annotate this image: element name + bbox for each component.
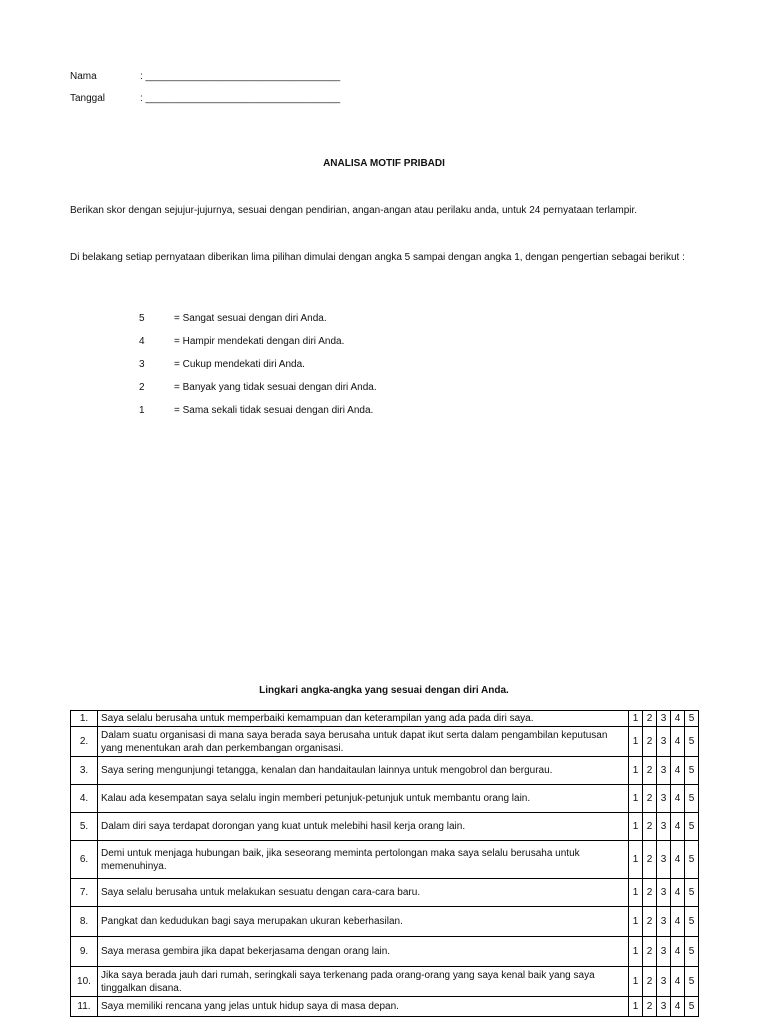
rating-option-2[interactable]: 2 <box>643 813 657 841</box>
rating-option-3[interactable]: 3 <box>657 711 671 727</box>
rating-option-3[interactable]: 3 <box>657 813 671 841</box>
rating-option-3[interactable]: 3 <box>657 967 671 997</box>
rating-option-1[interactable]: 1 <box>629 879 643 907</box>
rating-option-1[interactable]: 1 <box>629 757 643 785</box>
scale-legend <box>139 312 377 427</box>
scale-description: = Cukup mendekati diri Anda. <box>174 359 305 370</box>
rating-option-3[interactable]: 3 <box>657 727 671 757</box>
rating-option-4[interactable]: 4 <box>671 757 685 785</box>
rating-option-2[interactable]: 2 <box>643 937 657 967</box>
rating-option-5[interactable]: 5 <box>685 907 699 937</box>
rating-option-1[interactable]: 1 <box>629 785 643 813</box>
rating-option-4[interactable]: 4 <box>671 727 685 757</box>
instruction-heading: Lingkari angka-angka yang sesuai dengan diri Anda. <box>259 685 509 696</box>
rating-option-5[interactable]: 5 <box>685 785 699 813</box>
rating-option-4[interactable]: 4 <box>671 711 685 727</box>
intro-paragraph-2: Di belakang setiap pernyataan diberikan lima pilihan dimulai dengan angka 5 sampai dengan angka 1, dengan pengertian sebagai berikut : <box>70 252 685 263</box>
statement-number: 2. <box>71 727 98 757</box>
rating-option-1[interactable]: 1 <box>629 997 643 1017</box>
name-field-row <box>70 71 340 82</box>
rating-option-1[interactable]: 1 <box>629 937 643 967</box>
statement-number: 11. <box>71 997 98 1017</box>
table-row <box>71 841 699 879</box>
table-row <box>71 997 699 1017</box>
rating-option-3[interactable]: 3 <box>657 907 671 937</box>
statement-number: 9. <box>71 937 98 967</box>
rating-option-4[interactable]: 4 <box>671 879 685 907</box>
statement-number: 7. <box>71 879 98 907</box>
rating-option-1[interactable]: 1 <box>629 711 643 727</box>
rating-option-3[interactable]: 3 <box>657 997 671 1017</box>
statement-text: Dalam suatu organisasi di mana saya berada saya berusaha untuk dapat ikut serta dalam pengambilan keputusan yang menentukan arah dan perkembangan organisasi. <box>98 727 629 757</box>
intro-paragraph-1: Berikan skor dengan sejujur-jujurnya, sesuai dengan pendirian, angan-angan atau perilaku anda, untuk 24 pernyataan terlampir. <box>70 205 638 216</box>
scale-description: = Sama sekali tidak sesuai dengan diri Anda. <box>174 405 374 416</box>
scale-description: = Banyak yang tidak sesuai dengan diri Anda. <box>174 382 377 393</box>
scale-item <box>139 312 377 335</box>
rating-option-5[interactable]: 5 <box>685 757 699 785</box>
rating-option-4[interactable]: 4 <box>671 841 685 879</box>
rating-option-2[interactable]: 2 <box>643 711 657 727</box>
statement-number: 8. <box>71 907 98 937</box>
rating-option-1[interactable]: 1 <box>629 841 643 879</box>
rating-option-5[interactable]: 5 <box>685 841 699 879</box>
rating-option-2[interactable]: 2 <box>643 907 657 937</box>
rating-option-3[interactable]: 3 <box>657 785 671 813</box>
rating-option-2[interactable]: 2 <box>643 841 657 879</box>
rating-option-1[interactable]: 1 <box>629 967 643 997</box>
statement-number: 10. <box>71 967 98 997</box>
rating-option-4[interactable]: 4 <box>671 967 685 997</box>
scale-item <box>139 358 377 381</box>
rating-option-3[interactable]: 3 <box>657 879 671 907</box>
document-title: ANALISA MOTIF PRIBADI <box>323 158 445 169</box>
table-row <box>71 813 699 841</box>
date-label: Tanggal <box>70 93 106 104</box>
statement-text: Kalau ada kesempatan saya selalu ingin memberi petunjuk-petunjuk untuk membantu orang lain. <box>98 785 629 813</box>
scale-item <box>139 381 377 404</box>
scale-number: 2 <box>139 382 145 393</box>
statement-number: 3. <box>71 757 98 785</box>
statements-table <box>70 710 699 1017</box>
table-row <box>71 785 699 813</box>
table-row <box>71 757 699 785</box>
rating-option-3[interactable]: 3 <box>657 937 671 967</box>
statement-number: 6. <box>71 841 98 879</box>
scale-number: 5 <box>139 313 145 324</box>
scale-description: = Hampir mendekati dengan diri Anda. <box>174 336 345 347</box>
rating-option-4[interactable]: 4 <box>671 997 685 1017</box>
rating-option-2[interactable]: 2 <box>643 757 657 785</box>
name-label: Nama <box>70 71 97 82</box>
rating-option-1[interactable]: 1 <box>629 727 643 757</box>
rating-option-4[interactable]: 4 <box>671 907 685 937</box>
rating-option-3[interactable]: 3 <box>657 757 671 785</box>
rating-option-5[interactable]: 5 <box>685 937 699 967</box>
rating-option-4[interactable]: 4 <box>671 937 685 967</box>
statement-text: Saya selalu berusaha untuk melakukan sesuatu dengan cara-cara baru. <box>98 879 629 907</box>
rating-option-5[interactable]: 5 <box>685 711 699 727</box>
statement-text: Pangkat dan kedudukan bagi saya merupakan ukuran keberhasilan. <box>98 907 629 937</box>
rating-option-2[interactable]: 2 <box>643 785 657 813</box>
name-input-line[interactable]: : ___________________________________ <box>140 71 341 82</box>
table-row <box>71 937 699 967</box>
statement-number: 5. <box>71 813 98 841</box>
rating-option-2[interactable]: 2 <box>643 879 657 907</box>
statement-text: Dalam diri saya terdapat dorongan yang kuat untuk melebihi hasil kerja orang lain. <box>98 813 629 841</box>
rating-option-4[interactable]: 4 <box>671 813 685 841</box>
scale-description: = Sangat sesuai dengan diri Anda. <box>174 313 327 324</box>
scale-number: 1 <box>139 405 145 416</box>
statement-text: Saya sering mengunjungi tetangga, kenalan dan handaitaulan lainnya untuk mengobrol dan bergurau. <box>98 757 629 785</box>
rating-option-4[interactable]: 4 <box>671 785 685 813</box>
statement-text: Saya memiliki rencana yang jelas untuk hidup saya di masa depan. <box>98 997 629 1017</box>
rating-option-2[interactable]: 2 <box>643 997 657 1017</box>
rating-option-5[interactable]: 5 <box>685 997 699 1017</box>
statement-text: Saya merasa gembira jika dapat bekerjasama dengan orang lain. <box>98 937 629 967</box>
rating-option-5[interactable]: 5 <box>685 879 699 907</box>
scale-number: 3 <box>139 359 145 370</box>
statement-number: 4. <box>71 785 98 813</box>
scale-number: 4 <box>139 336 145 347</box>
rating-option-1[interactable]: 1 <box>629 813 643 841</box>
table-row <box>71 907 699 937</box>
statement-text: Demi untuk menjaga hubungan baik, jika seseorang meminta pertolongan maka saya selalu berusaha untuk memenuhinya. <box>98 841 629 879</box>
date-field-row <box>70 93 340 104</box>
rating-option-2[interactable]: 2 <box>643 967 657 997</box>
table-row <box>71 967 699 997</box>
rating-option-5[interactable]: 5 <box>685 727 699 757</box>
statement-text: Saya selalu berusaha untuk memperbaiki kemampuan dan keterampilan yang ada pada diri saya. <box>98 711 629 727</box>
rating-option-5[interactable]: 5 <box>685 967 699 997</box>
table-row <box>71 879 699 907</box>
scale-item <box>139 404 377 427</box>
statement-text: Jika saya berada jauh dari rumah, seringkali saya terkenang pada orang-orang yang saya kenal baik yang saya tinggalkan disana. <box>98 967 629 997</box>
table-row <box>71 711 699 727</box>
rating-option-1[interactable]: 1 <box>629 907 643 937</box>
scale-item <box>139 335 377 358</box>
rating-option-5[interactable]: 5 <box>685 813 699 841</box>
table-row <box>71 727 699 757</box>
statement-number: 1. <box>71 711 98 727</box>
rating-option-3[interactable]: 3 <box>657 841 671 879</box>
date-input-line[interactable]: : ___________________________________ <box>140 93 341 104</box>
rating-option-2[interactable]: 2 <box>643 727 657 757</box>
